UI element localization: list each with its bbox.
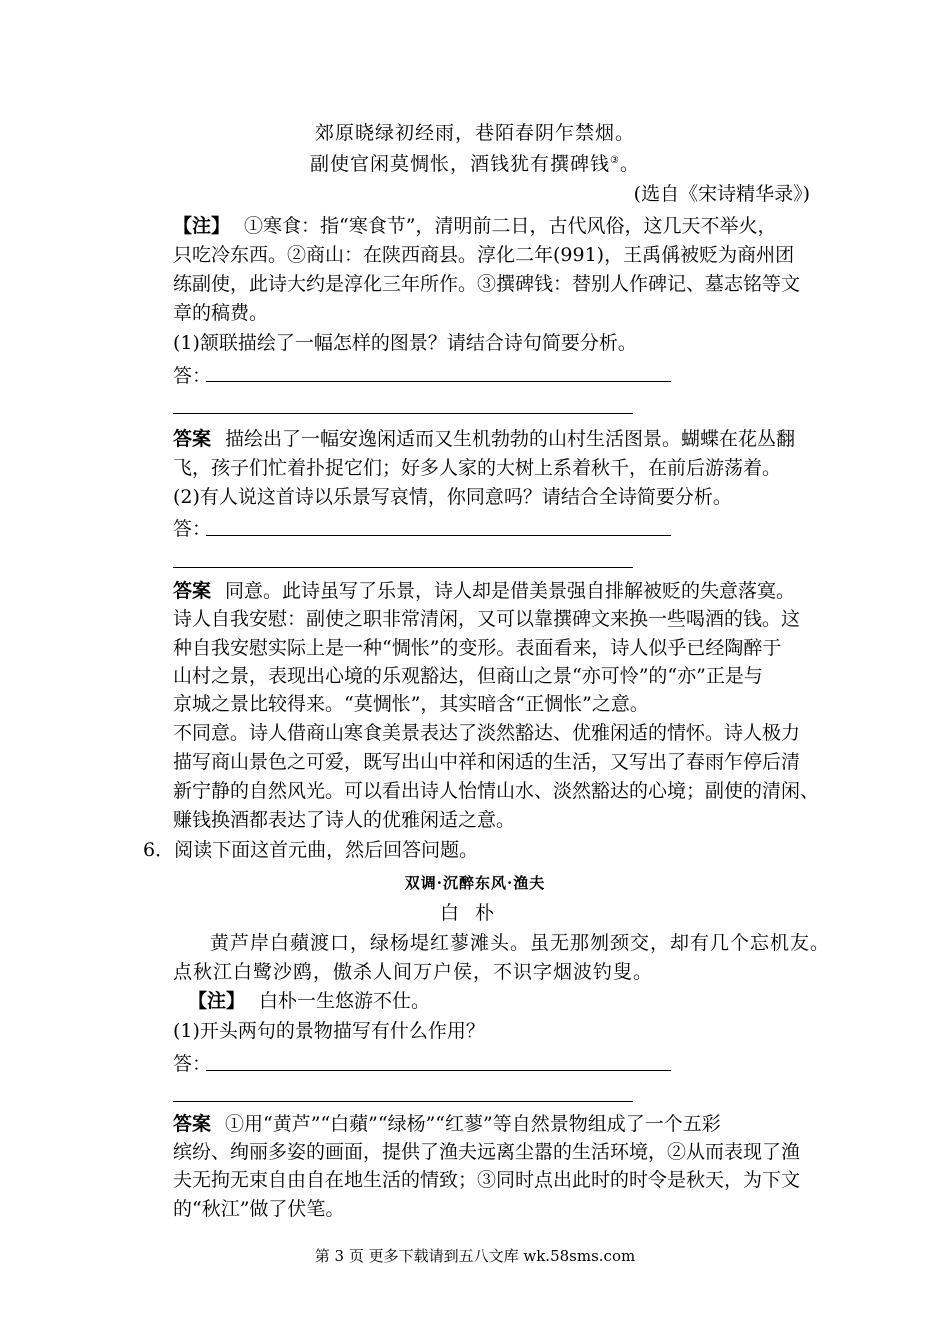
q2-answer-line-8: 新宁静的自然风光。可以看出诗人怡情山水、淡然豁达的心境；副使的清闲、 xyxy=(173,780,820,802)
notes-text: ①寒食：指“寒食节”，清明前二日，古代风俗，这几天不举火， xyxy=(244,215,777,237)
lyric-line-2: 点秋江白鹭沙鸥，傲杀人间万户侯，不识字烟波钓叟。 xyxy=(173,961,654,983)
q2-answer-line-9: 赚钱换酒都表达了诗人的优雅闲适之意。 xyxy=(173,809,516,831)
q6-answer-text: ①用“黄芦”“白蘋”“绿杨”“红蓼”等自然景物组成了一个五彩 xyxy=(225,1113,721,1135)
q6-prompt xyxy=(143,836,783,864)
q6-answer-line-1 xyxy=(173,1110,813,1138)
q2-answer-label: 答案 xyxy=(173,580,212,602)
song-author: 白朴 xyxy=(439,902,510,924)
q2-answer-line-5: 京城之景比较得来。“莫惆怅”，其实暗含“正惆怅”之意。 xyxy=(173,693,649,715)
poem-line-2-text: 副使官闲莫惆怅，酒钱犹有撰碑钱 xyxy=(310,153,611,175)
q2-answer-blank-2[interactable] xyxy=(173,567,633,568)
q6-answer-line-3: 夫无拘无束自由自在地生活的情致；③同时点出此时的时令是秋天，为下文 xyxy=(173,1169,801,1191)
q2-question: (2)有人说这首诗以乐景写哀情，你同意吗？请结合全诗简要分析。 xyxy=(173,486,732,508)
q6-note xyxy=(188,987,828,1015)
notes-line-1 xyxy=(173,212,813,240)
poem-line-2 xyxy=(0,150,950,178)
note-mark: ③ xyxy=(610,155,620,166)
q1-answer-blank-2[interactable] xyxy=(173,413,633,414)
q2-answer-line-6: 不同意。诗人借商山寒食美景表达了淡然豁达、优雅闲适的情怀。诗人极力 xyxy=(173,722,801,744)
q1-answer-line-2: 飞，孩子们忙着扑捉它们；好多人家的大树上系着秋千，在前后游荡着。 xyxy=(173,457,782,479)
page-footer: 第 3 页 更多下载请到五八文库 wk.58sms.com xyxy=(314,1247,636,1265)
q6-answer-line-2: 缤纷、绚丽多姿的画面，提供了渔夫远离尘嚣的生活环境，②从而表现了渔 xyxy=(173,1141,801,1163)
q6-prompt-text: 阅读下面这首元曲，然后回答问题。 xyxy=(174,839,479,861)
q2-answer-prefix: 答： xyxy=(173,518,212,540)
poem-line-1: 郊原晓绿初经雨，巷陌春阴乍禁烟。 xyxy=(314,122,635,144)
song-title: 双调·沉醉东风·渔夫 xyxy=(404,874,546,892)
q2-answer-line-3: 种自我安慰实际上是一种“惆怅”的变形。表面看来，诗人似乎已经陶醉于 xyxy=(173,637,782,659)
q2-answer-line-2: 诗人自我安慰：副使之职非常清闲，又可以靠撰碑文来换一些喝酒的钱。这 xyxy=(173,608,801,630)
notes-line-2: 只吃冷东西。②商山：在陕西商县。淳化二年(991)，王禹偁被贬为商州团 xyxy=(173,244,795,266)
q6-answer-line-4: 的“秋江”做了伏笔。 xyxy=(173,1198,345,1220)
q2-answer-line-1 xyxy=(173,577,813,605)
q1-answer-line-1 xyxy=(173,425,813,453)
notes-line-3: 练副使，此诗大约是淳化三年所作。③撰碑钱：替别人作碑记、墓志铭等文 xyxy=(173,273,801,295)
q6-note-text: 白朴一生悠游不仕。 xyxy=(259,990,431,1012)
q2-answer-line-4: 山村之景，表现出心境的乐观豁达，但商山之景“亦可怜”的“亦”正是与 xyxy=(173,665,763,687)
notes-label: 【注】 xyxy=(173,215,231,237)
q1-answer-prefix: 答： xyxy=(173,365,212,387)
lyric-line-1: 黄芦岸白蘋渡口，绿杨堤红蓼滩头。虽无那刎颈交，却有几个忘机友。 xyxy=(210,932,831,954)
q1-answer-label: 答案 xyxy=(173,428,212,450)
poem-line-2-end: 。 xyxy=(619,153,640,175)
q6-answer-blank-2[interactable] xyxy=(173,1101,633,1102)
q6-answer-blank-1[interactable] xyxy=(206,1070,671,1071)
q1-answer-blank-1[interactable] xyxy=(206,381,671,382)
q6-answer-prefix: 答： xyxy=(173,1053,212,1075)
q6-answer-label: 答案 xyxy=(173,1113,212,1135)
q6-number: 6． xyxy=(143,839,175,861)
q2-answer-text: 同意。此诗虽写了乐景，诗人却是借美景强自排解被贬的失意落寞。 xyxy=(225,580,796,602)
q1-answer-text: 描绘出了一幅安逸闲适而又生机勃勃的山村生活图景。蝴蝶在花丛翻 xyxy=(225,428,796,450)
q1-question: (1)颔联描绘了一幅怎样的图景？请结合诗句简要分析。 xyxy=(173,332,637,354)
q6-note-label: 【注】 xyxy=(188,990,246,1012)
notes-line-4: 章的稿费。 xyxy=(173,302,269,324)
poem-source: (选自《宋诗精华录》) xyxy=(633,183,810,205)
q6-sub-question: (1)开头两句的景物描写有什么作用？ xyxy=(173,1020,485,1042)
q2-answer-blank-1[interactable] xyxy=(206,535,671,536)
q2-answer-line-7: 描写商山景色之可爱，既写出山中祥和闲适的生活，又写出了春雨乍停后清 xyxy=(173,751,801,773)
